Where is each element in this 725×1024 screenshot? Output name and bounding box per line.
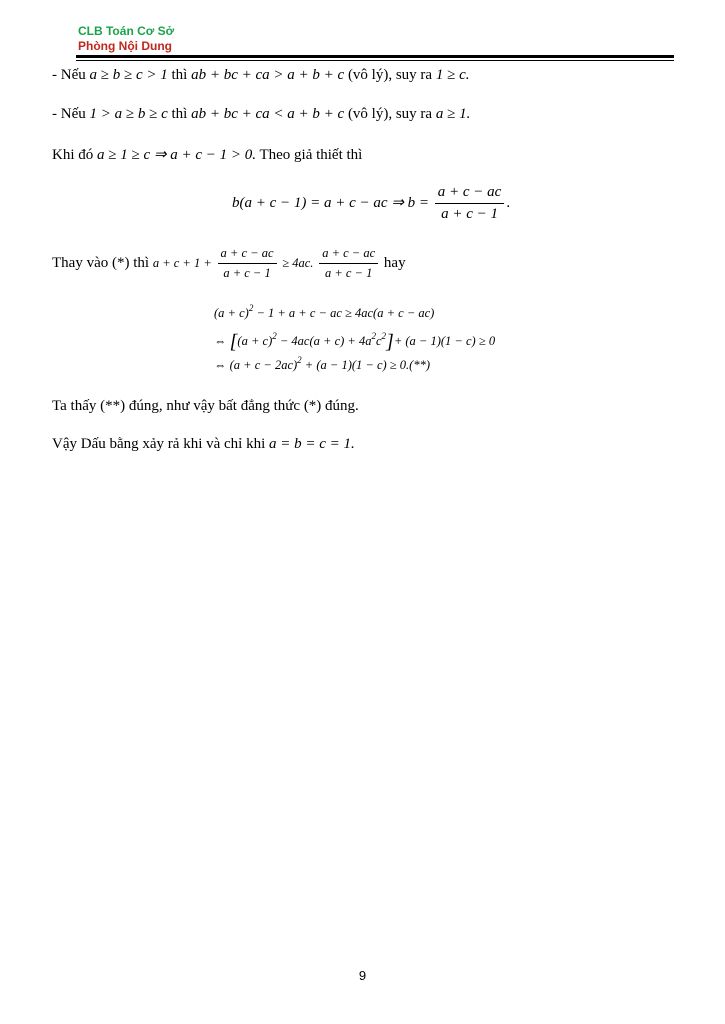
derivation-2-exponent-3: 2 — [381, 331, 387, 341]
case1-lead: - Nếu — [52, 67, 90, 83]
case2-conclusion: a ≥ 1. — [435, 106, 471, 122]
derivation-1-a: (a + c) — [214, 306, 249, 320]
club-name: CLB Toán Cơ Sở — [78, 24, 175, 38]
case1-tail: (vô lý), suy ra — [347, 67, 436, 83]
derivation-1-b: − 1 + a + c − ac ≥ 4ac(a + c − ac) — [253, 306, 435, 320]
derivation-2-open-bracket: [ — [229, 331, 238, 353]
derivation-3-exponent: 2 — [297, 355, 302, 365]
header-rule-thin — [76, 60, 674, 61]
case2-lead: - Nếu — [52, 106, 90, 122]
header-rule-thick — [76, 55, 674, 58]
khi-do-lead: Khi đó — [52, 147, 97, 163]
derivation-2-b: − 4ac(a + c) + 4a — [276, 334, 372, 348]
derivation-3-b: + (a − 1)(1 − c) ≥ 0.(**) — [301, 358, 430, 372]
derivation-2-arrow: ⇔ — [214, 334, 230, 348]
case1-then: thì — [171, 67, 192, 83]
thay-vao-middle: ≥ 4ac. — [282, 255, 314, 270]
derivation-2-close-bracket: ] — [386, 331, 394, 353]
derivation-1-exponent: 2 — [248, 303, 254, 313]
conclusion-lead: Vậy Dấu bằng xảy rả khi và chỉ khi — [52, 436, 270, 452]
derivation-3-arrow: ⇔ — [214, 358, 230, 372]
conclusion-line — [52, 436, 355, 453]
equation-b-numerator: a + c − ac — [435, 184, 505, 204]
khi-do-expression: a ≥ 1 ≥ c ⇒ a + c − 1 > 0. — [97, 147, 256, 163]
derivation-2-c: c — [375, 334, 382, 348]
thay-vao-numerator-1: a + c − ac — [218, 246, 277, 264]
case2-then: thì — [171, 106, 192, 122]
thay-vao-line — [52, 246, 406, 281]
thay-vao-prefix: a + c + 1 + — [152, 255, 212, 270]
case1-inequality: ab + bc + ca > a + b + c — [191, 67, 345, 83]
department-name: Phòng Nội Dung — [78, 39, 172, 53]
case2-tail: (vô lý), suy ra — [347, 106, 436, 122]
derivation-2-exponent-2: 2 — [371, 331, 376, 341]
case2-inequality: ab + bc + ca < a + b + c — [191, 106, 345, 122]
thay-vao-fraction-2 — [319, 246, 378, 281]
ta-thay-line: Ta thấy (**) đúng, như vậy bất đẳng thức (*) đúng. — [52, 398, 359, 414]
thay-vao-lead: Thay vào (*) thì — [52, 254, 153, 271]
derivation-2-a: (a + c) — [237, 334, 273, 348]
equation-b-left: b(a + c − 1) = a + c − ac ⇒ b = — [232, 194, 430, 211]
thay-vao-denominator-1: a + c − 1 — [223, 266, 271, 280]
thay-vao-numerator-2: a + c − ac — [319, 246, 378, 264]
case1-condition: a ≥ b ≥ c > 1 — [89, 67, 168, 83]
case-line-2 — [52, 106, 470, 123]
khi-do-line — [52, 145, 362, 164]
case2-condition: 1 > a ≥ b ≥ c — [89, 106, 168, 122]
equation-b-denominator: a + c − 1 — [441, 206, 498, 222]
khi-do-tail: Theo giả thiết thì — [259, 147, 363, 163]
derivation-2-d: + (a − 1)(1 − c) ≥ 0 — [393, 334, 496, 348]
derivation-line-2 — [214, 331, 495, 354]
case1-conclusion: 1 ≥ c. — [435, 67, 470, 83]
thay-vao-denominator-2: a + c − 1 — [324, 266, 373, 280]
derivation-line-1 — [214, 303, 435, 321]
thay-vao-fraction-1 — [218, 246, 277, 281]
equation-b — [232, 184, 510, 223]
equation-b-fraction — [435, 184, 505, 223]
thay-vao-tail: hay — [383, 254, 406, 271]
derivation-3-a: (a + c − 2ac) — [229, 358, 298, 372]
case-line-1 — [52, 67, 469, 84]
page-number: 9 — [358, 968, 367, 983]
equation-b-end: . — [506, 194, 511, 211]
conclusion-expression: a = b = c = 1. — [269, 436, 355, 452]
derivation-2-exponent-1: 2 — [272, 331, 277, 341]
derivation-line-3 — [214, 355, 430, 373]
